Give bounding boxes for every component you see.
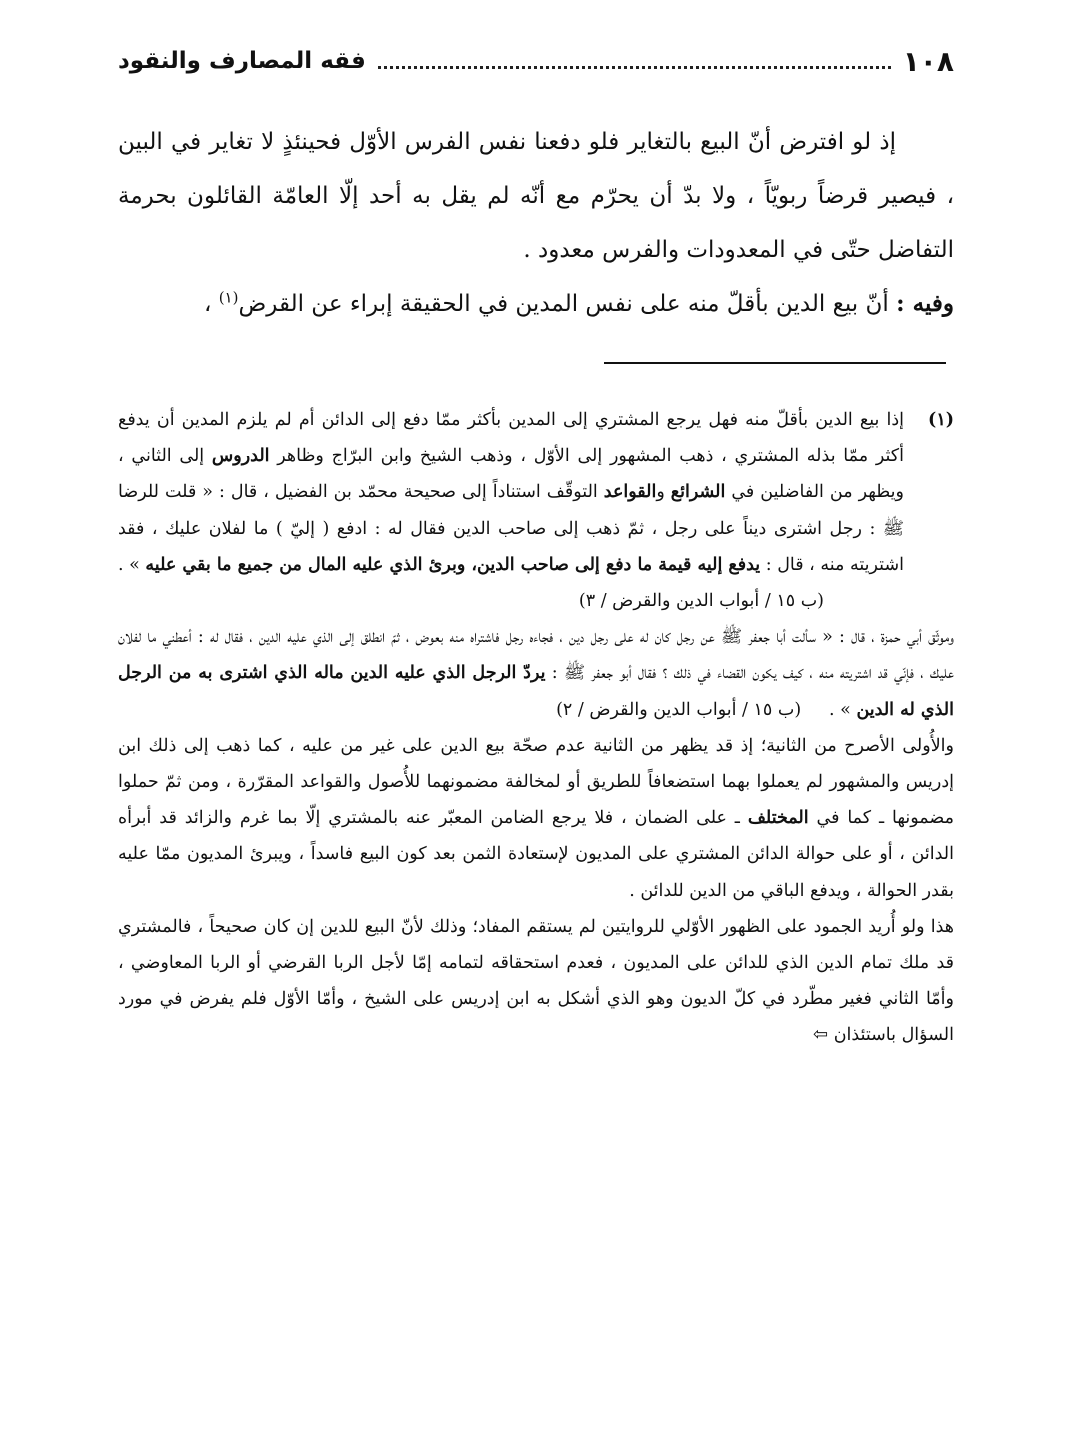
main-paragraph-2 <box>118 277 954 331</box>
footnote-text: و <box>656 482 665 503</box>
footnote-text: إلى الثاني ، ويظهر من الفاضلين في <box>118 446 904 503</box>
continue-arrow-icon: ⇦ <box>813 1024 829 1046</box>
hadith-quote: يردّ الرجل الذي عليه الدين ماله الذي اشترى به من الرجل الذي له الدين <box>118 663 954 720</box>
page-number: ١٠٨ <box>902 44 954 78</box>
footnote-text: ـ على الضمان ، فلا يرجع الضامن المعبّر عنه بالمشتري إلّا بما غرم والزائد قد أبرأه الدائن ، أو على حوالة الدائن المشتري على المديون لإستعادة الثمن بعد كون البيع فاسداً ، ويبرئ المديون ممّا عليه بقدر الحوالة ، ويدفع الباقي من الدين للدائن . <box>118 808 954 901</box>
main-paragraph-2-text: أنّ بيع الدين بأقلّ منه على نفس المدين في الحقيقة إبراء عن القرض <box>238 291 889 317</box>
source-reference-2: (ب ١٥ / أبواب الدين والقرض / ٢) <box>556 699 802 720</box>
main-paragraph-2-end: ، <box>203 291 212 317</box>
main-text <box>118 115 954 331</box>
footnote-number: (١) <box>928 410 954 430</box>
footnote-paragraph-4 <box>118 909 954 1054</box>
footnote-paragraph-3 <box>118 728 954 909</box>
footnote-paragraph-2 <box>118 619 954 728</box>
footnote-text: وموثّق أبي حمزة ، قال : « سألت أبا جعفر ﷺ عن رجل كان له على رجل دين ، فجاءه رجل فاشتراه منه بعوض ، ثمّ انطلق إلى الذي عليه الدين ، فقال له : أعطني ما لفلان عليك ، فإنّي قد اشتريته منه ، كيف يكون القضاء في ذلك ؟ فقال أبو جعفر ﷺ : <box>118 627 954 684</box>
main-paragraph-1: إذ لو افترض أنّ البيع بالتغاير فلو دفعنا نفس الفرس الأوّل فحينئذٍ لا تغاير في البين ، فيصير قرضاً ربويّاً ، ولا بدّ أن يحرّم مع أنّه لم يقل به أحد إلّا العامّة القائلون بحرمة التفاضل حتّى في المعدودات والفرس معدود . <box>118 129 954 263</box>
footnote-text: » . <box>118 554 140 575</box>
dotted-leader <box>378 66 891 69</box>
book-name: الدروس <box>211 446 270 467</box>
footnote-text: » . <box>829 699 851 720</box>
book-name: الشرائع <box>670 482 726 503</box>
footnote-text: التوقّف استناداً إلى صحيحة محمّد بن الفضيل ، قال : « قلت للرضا ﷺ : رجل اشترى ديناً على رجل ، ثمّ ذهب إلى صاحب الدين فقال له : ادفع ( إليّ ) ما لفلان عليك ، فقد اشتريته منه ، قال : <box>118 482 904 575</box>
footnote-separator <box>604 362 946 364</box>
footnote-paragraph-1 <box>118 402 954 583</box>
hadith-quote: يدفع إليه قيمة ما دفع إلى صاحب الدين، وبرئ الذي عليه المال من جميع ما بقي عليه <box>145 554 761 575</box>
footnote-text: إذا بيع الدين بأقلّ منه فهل يرجع المشتري إلى المدين بأكثر ممّا دفع إلى الدائن أم لم يلزم المدين أن يدفع أكثر ممّا بذله المشتري ، ذهب المشهور إلى الأوّل ، وذهب الشيخ وابن البرّاج وظاهر <box>118 410 904 467</box>
footnote-text: والأُولى الأصرح من الثانية؛ إذ قد يظهر من الثانية عدم صحّة بيع الدين على غير من عليه ، كما ذهب إلى ذلك ابن إدريس والمشهور لم يعملوا بهما استضعافاً للطريق أو لمخالفة مضمونهما للأُصول والقواعد المقرّرة ، ومن ثمّ حملوا مضمونها ـ كما في <box>118 735 954 829</box>
footnote-text: هذا ولو أُريد الجمود على الظهور الأوّلي للروايتين لم يستقم المفاد؛ وذلك لأنّ البيع للدين إن كان صحيحاً ، فالمشتري قد ملك تمام الدين الذي للدائن على المديون ، فعدم استحقاقه لتمامه إمّا لأجل الربا القرضي أو الربا المعاوضي ، وأمّا الثاني فغير مطّرد في كلّ الديون وهو الذي أشكل به ابن إدريس على الشيخ ، وأمّا الأوّل فلم يفرض في مورد السؤال باستئذان <box>118 916 954 1046</box>
running-header <box>118 42 954 80</box>
book-name: القواعد <box>603 482 657 503</box>
objection-lead: وفيه : <box>896 290 954 317</box>
book-name: المختلف <box>747 808 809 829</box>
source-reference-1: (ب ١٥ / أبواب الدين والقرض / ٣) <box>578 591 824 612</box>
footnote-reference: (١) <box>218 288 239 307</box>
footnotes <box>118 402 954 1054</box>
book-title: فقه المصارف والنقود <box>118 48 366 74</box>
